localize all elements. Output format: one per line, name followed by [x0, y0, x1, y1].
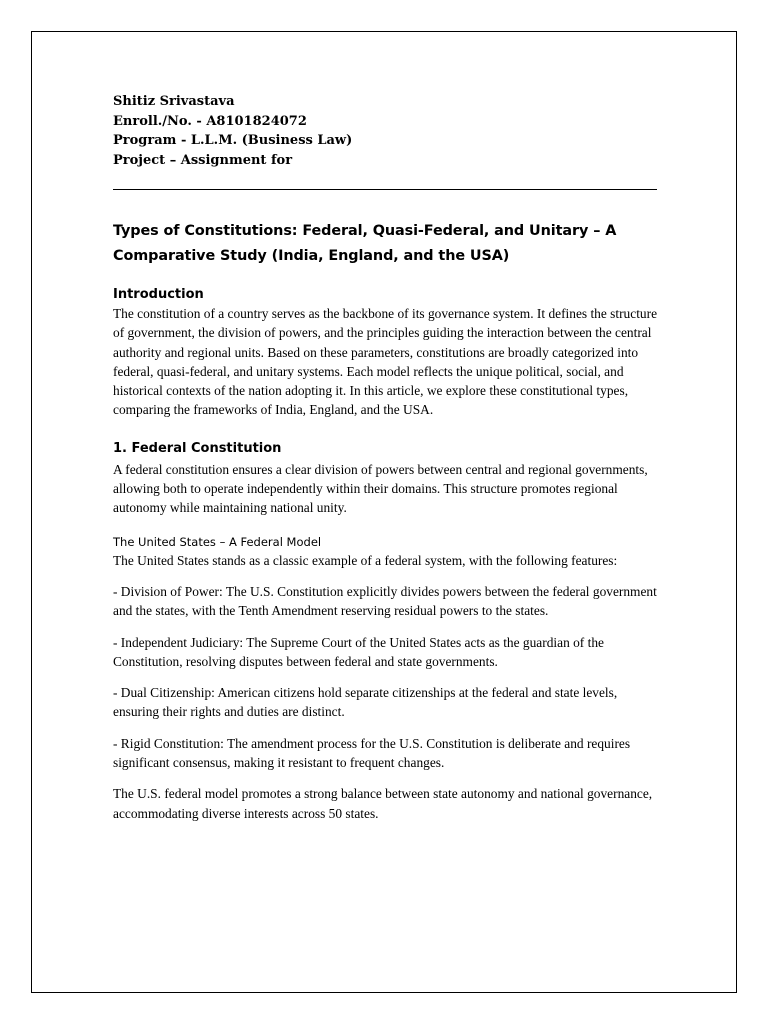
document-title-line-1: Types of Constitutions: Federal, Quasi-Federal, and Unitary – A [113, 223, 617, 239]
us-federal-model-intro: The United States stands as a classic example of a federal system, with the following features: [113, 552, 618, 568]
point-rigid-constitution: - Rigid Constitution: The amendment process for the U.S. Constitution is deliberate and requires significant consensus, making it resistant to frequent changes. [113, 735, 631, 771]
document-title-line-2: Comparative Study (India, England, and the USA) [113, 248, 510, 264]
author-block [113, 92, 658, 170]
horizontal-divider [113, 189, 657, 190]
federal-constitution-paragraph: A federal constitution ensures a clear division of powers between central and regional governments, allowing both to operate independently within their domains. This structure promotes regional autonomy while maintaining national unity. [113, 461, 648, 516]
enrollment-number: Enroll./No. - A8101824072 [113, 113, 307, 129]
point-division-of-power: - Division of Power: The U.S. Constitution explicitly divides powers between the federal government and the states, with the Tenth Amendment reserving residual powers to the states. [113, 583, 657, 619]
program-line: Program - L.L.M. (Business Law) [113, 133, 353, 148]
introduction-paragraph: The constitution of a country serves as the backbone of its governance system. It defines the structure of government, the division of powers, and the principles guiding the interaction between the central authority and regional units. Based on these parameters, constitutions are broadly categorized into federal, quasi-federal, and unitary systems. Each model reflects the unique political, social, and historical contexts of the nation adopting it. In this article, we explore these constitutional types, comparing the frameworks of India, England, and the USA. [113, 306, 658, 418]
author-name: Shitiz Srivastava [113, 94, 235, 109]
us-federal-model-heading: The United States – A Federal Model [113, 534, 322, 549]
document-title [113, 219, 658, 269]
document-body [113, 92, 658, 823]
point-dual-citizenship: - Dual Citizenship: American citizens hold separate citizenships at the federal and state levels, ensuring their rights and duties are distinct. [113, 685, 618, 720]
project-line: Project – Assignment for [113, 152, 293, 168]
federal-constitution-heading: 1. Federal Constitution [113, 440, 282, 456]
introduction-heading: Introduction [113, 287, 204, 302]
point-independent-judiciary: - Independent Judiciary: The Supreme Court of the United States acts as the guardian of the Constitution, resolving disputes between federal and state governments. [113, 634, 604, 669]
us-federal-model-conclusion: The U.S. federal model promotes a strong balance between state autonomy and national governance, accommodating diverse interests across 50 states. [113, 786, 653, 821]
